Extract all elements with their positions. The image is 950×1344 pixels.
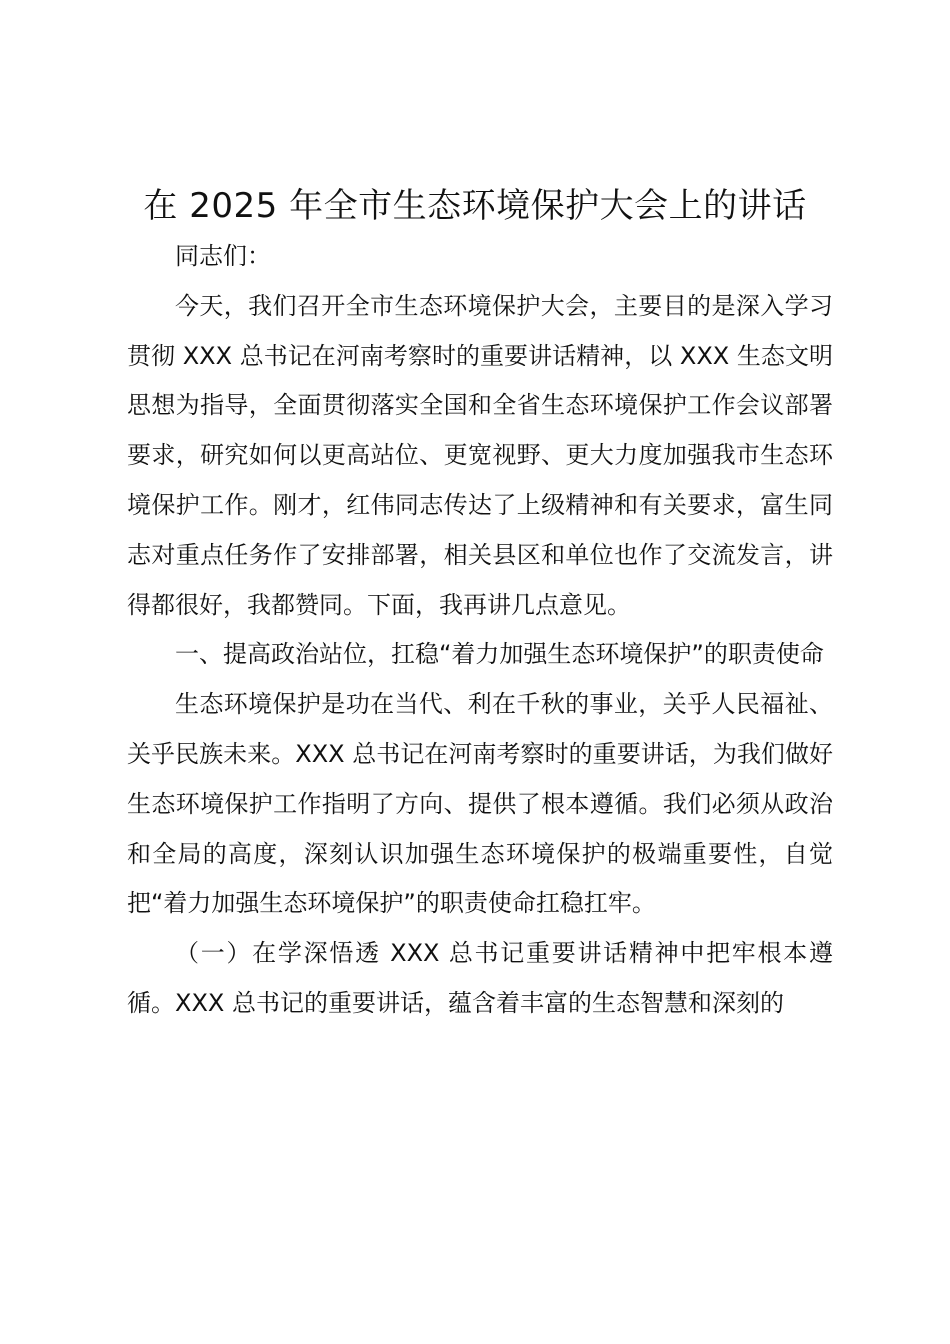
document-title: 在 2025 年全市生态环境保护大会上的讲话 — [143, 186, 807, 226]
paragraph-intro: 今天，我们召开全市生态环境保护大会，主要目的是深入学习贯彻 XXX 总书记在河南考察时的重要讲话精神，以 XXX 生态文明思想为指导，全面贯彻落实全国和全省生态环境保护工作会议部署要求，研究如何以更高站位、更宽视野、更大力度加强我市生态环境保护工作。刚才，红伟同志传达了上级精神和有关要求，富生同志对重点任务作了安排部署，相关县区和单位也作了交流发言，讲得都很好，我都赞同。下面，我再讲几点意见。 — [127, 291, 833, 619]
paragraph-section-1: 生态环境保护是功在当代、利在千秋的事业，关乎人民福祉、关乎民族未来。XXX 总书记在河南考察时的重要讲话，为我们做好生态环境保护工作指明了方向、提供了根本遵循。我们必须从政治和全局的高度，深刻认识加强生态环境保护的极端重要性，自觉把“着力加强生态环境保护”的职责使命扛稳扛牢。 — [127, 690, 833, 918]
salutation: 同志们： — [175, 242, 271, 270]
document-body — [127, 232, 833, 1029]
section-heading-1: 一、提高政治站位，扛稳“着力加强生态环境保护”的职责使命 — [175, 640, 824, 669]
paragraph-subsection-1: （一）在学深悟透 XXX 总书记重要讲话精神中把牢根本遵循。XXX 总书记的重要讲话，蕴含着丰富的生态智慧和深刻的 — [127, 939, 833, 1017]
